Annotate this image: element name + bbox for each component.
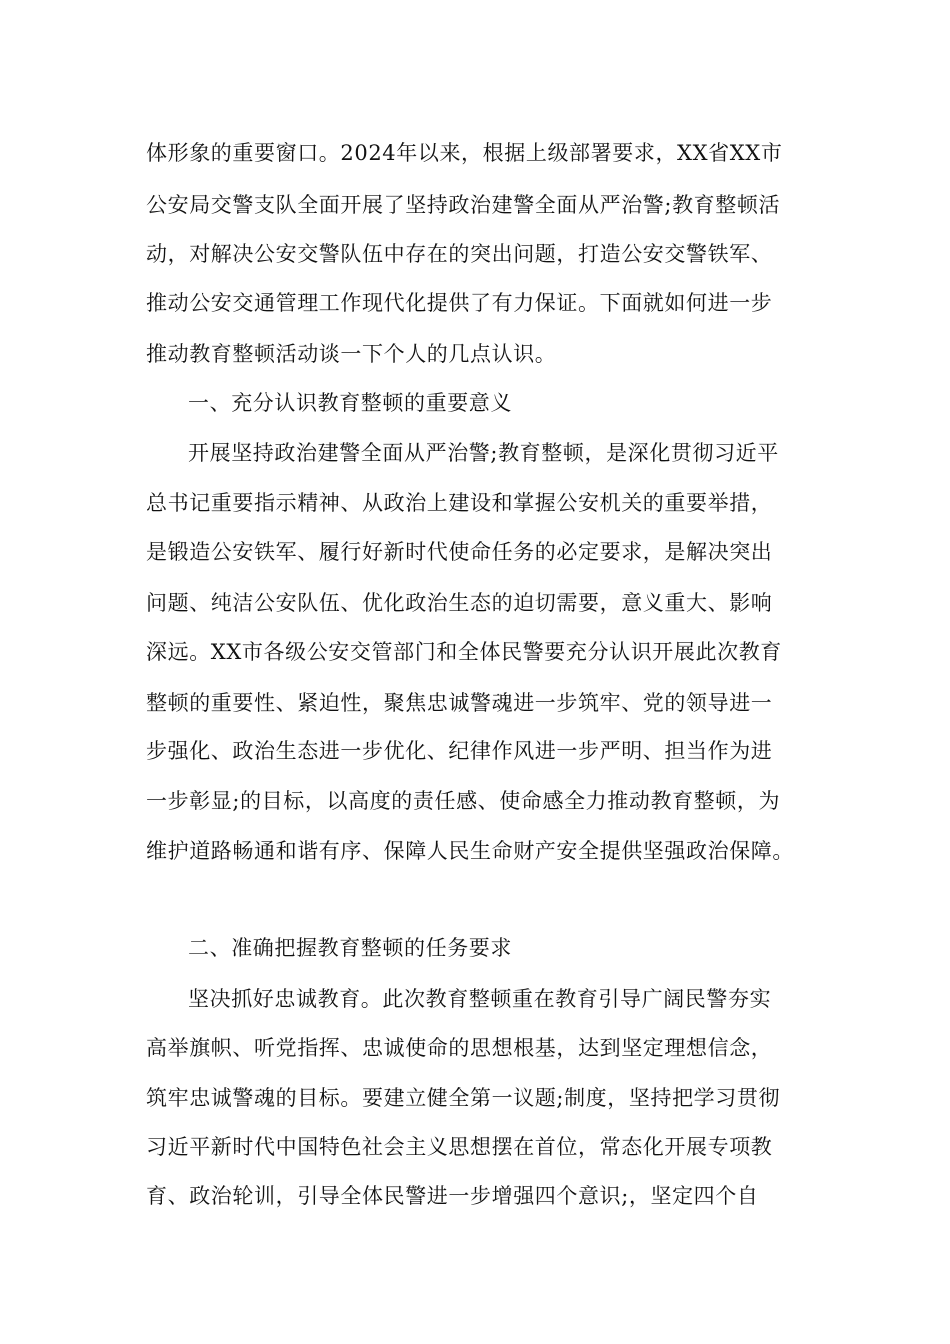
paragraph-line: 开展坚持政治建警全面从严治警;教育整顿，是深化贯彻习近平 <box>188 441 779 465</box>
paragraph-line: 是锻造公安铁军、履行好新时代使命任务的必定要求，是解决突出 <box>146 540 773 564</box>
paragraph-line: 总书记重要指示精神、从政治上建设和掌握公安机关的重要举措， <box>146 491 773 515</box>
paragraph-line: 动，对解决公安交警队伍中存在的突出问题，打造公安交警铁军、 <box>146 242 773 266</box>
section-heading-1: 一、充分认识教育整顿的重要意义 <box>188 391 512 415</box>
paragraph-line: 维护道路畅通和谐有序、保障人民生命财产安全提供坚强政治保障。 <box>146 839 794 863</box>
paragraph-line: 整顿的重要性、紧迫性，聚焦忠诚警魂进一步筑牢、党的领导进一 <box>146 691 773 715</box>
section-heading-2: 二、准确把握教育整顿的任务要求 <box>188 936 512 960</box>
paragraph-line: 坚决抓好忠诚教育。此次教育整顿重在教育引导广阔民警夯实 <box>188 987 772 1011</box>
paragraph-line: 步强化、政治生态进一步优化、纪律作风进一步严明、担当作为进 <box>146 739 773 763</box>
paragraph-line: 育、政治轮训，引导全体民警进一步增强四个意识;，坚定四个自 <box>146 1184 759 1208</box>
paragraph-line: 体形象的重要窗口。2024年以来，根据上级部署要求，XX省XX市 <box>146 141 783 165</box>
paragraph-line: 推动公安交通管理工作现代化提供了有力保证。下面就如何进一步 <box>146 291 773 315</box>
paragraph-line: 一步彰显;的目标，以高度的责任感、使命感全力推动教育整顿，为 <box>146 789 781 813</box>
paragraph-line: 问题、纯洁公安队伍、优化政治生态的迫切需要，意义重大、影响 <box>146 591 773 615</box>
paragraph-line: 深远。XX市各级公安交管部门和全体民警要充分认识开展此次教育 <box>146 640 782 664</box>
paragraph-line: 推动教育整顿活动谈一下个人的几点认识。 <box>146 342 557 366</box>
paragraph-line: 高举旗帜、听党指挥、忠诚使命的思想根基，达到坚定理想信念， <box>146 1036 773 1060</box>
paragraph-line: 筑牢忠诚警魂的目标。要建立健全第一议题;制度，坚持把学习贯彻 <box>146 1086 781 1110</box>
paragraph-line: 公安局交警支队全面开展了坚持政治建警全面从严治警;教育整顿活 <box>146 193 781 217</box>
paragraph-line: 习近平新时代中国特色社会主义思想摆在首位，常态化开展专项教 <box>146 1135 773 1159</box>
